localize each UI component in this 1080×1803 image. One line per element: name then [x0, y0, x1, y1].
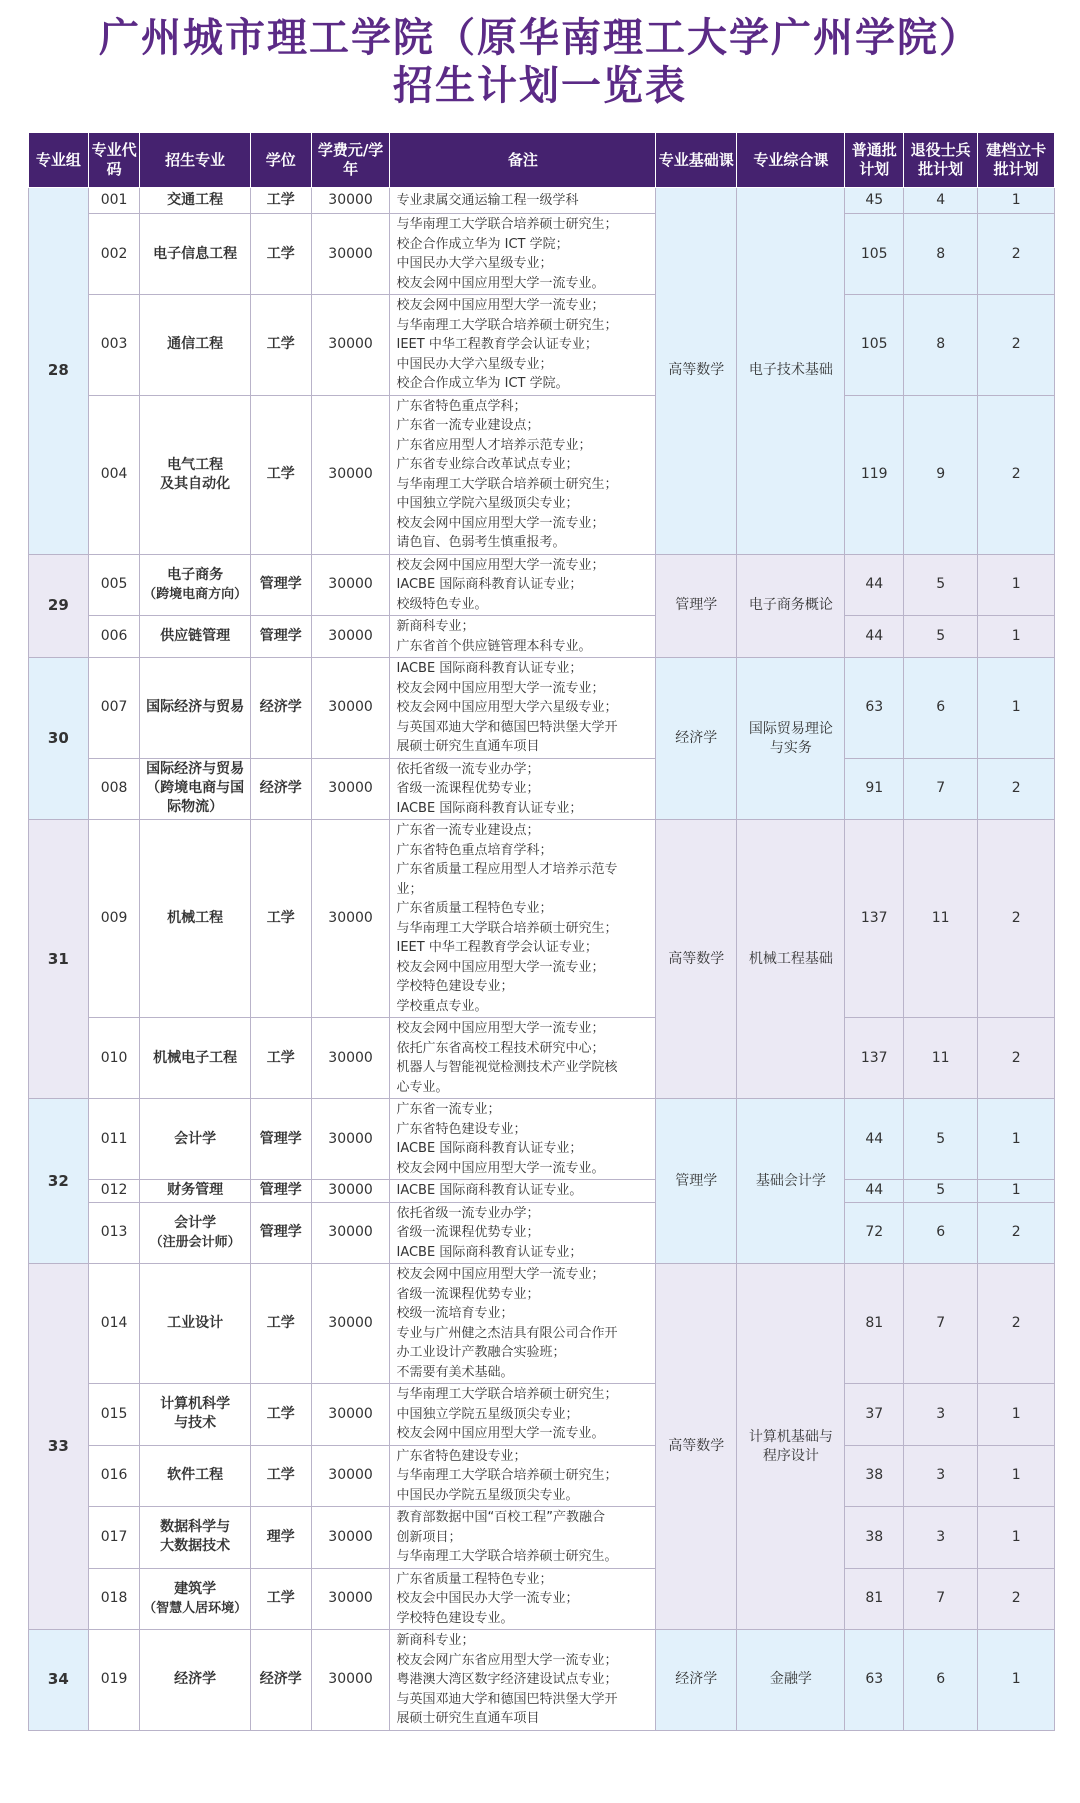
tuition-fee: 30000: [311, 616, 390, 658]
major-name-text: 电子信息工程: [153, 245, 238, 262]
table-row: [29, 554, 1055, 616]
major-note: 广东省特色建设专业； 与华南理工大学联合培养硕士研究生； 中国民办学院五星级顶尖专业。: [390, 1445, 656, 1507]
group-number: 34: [29, 1630, 89, 1731]
table-row: [29, 1384, 1055, 1446]
normal-plan: 37: [845, 1384, 904, 1446]
comp-course: 电子商务概论: [737, 554, 845, 658]
major-name-text: 建筑学: [174, 1580, 217, 1597]
degree: 工学: [250, 1384, 311, 1446]
veteran-plan: 5: [904, 1180, 978, 1203]
degree: 工学: [250, 1264, 311, 1384]
major-code: 013: [88, 1202, 140, 1264]
degree: 理学: [250, 1507, 311, 1569]
veteran-plan: 3: [904, 1445, 978, 1507]
major-name: [140, 1099, 250, 1180]
major-code: 019: [88, 1630, 140, 1731]
header-comp-course: 专业综合课: [737, 133, 845, 188]
header-fee: 学费元/学年: [311, 133, 390, 188]
major-note: 校友会网中国应用型大学一流专业； IACBE 国际商科教育认证专业； 校级特色专业。: [390, 554, 656, 616]
tuition-fee: 30000: [311, 1630, 390, 1731]
major-name: [140, 554, 250, 616]
tuition-fee: 30000: [311, 1507, 390, 1569]
major-name-text: 机械电子工程: [153, 1049, 238, 1066]
poor-plan: 2: [978, 395, 1055, 554]
tuition-fee: 30000: [311, 395, 390, 554]
normal-plan: 81: [845, 1264, 904, 1384]
major-code: 003: [88, 295, 140, 396]
veteran-plan: 6: [904, 1202, 978, 1264]
major-name: [140, 1384, 250, 1446]
tuition-fee: 30000: [311, 554, 390, 616]
major-note: 校友会网中国应用型大学一流专业； 与华南理工大学联合培养硕士研究生； IEET 中华工程教育学会认证专业； 中国民办大学六星级专业； 校企合作成立华为 ICT 学院。: [390, 295, 656, 396]
degree: 管理学: [250, 1180, 311, 1203]
degree: 工学: [250, 214, 311, 295]
major-note: 广东省一流专业； 广东省特色建设专业； IACBE 国际商科教育认证专业； 校友会网中国应用型大学一流专业。: [390, 1099, 656, 1180]
veteran-plan: 9: [904, 395, 978, 554]
degree: 工学: [250, 820, 311, 1018]
poor-plan: 2: [978, 1264, 1055, 1384]
major-code: 006: [88, 616, 140, 658]
major-name: [140, 1568, 250, 1630]
degree: 工学: [250, 1568, 311, 1630]
normal-plan: 38: [845, 1445, 904, 1507]
major-code: 007: [88, 658, 140, 759]
degree: 工学: [250, 1445, 311, 1507]
tuition-fee: 30000: [311, 214, 390, 295]
header-note: 备注: [390, 133, 656, 188]
veteran-plan: 5: [904, 1099, 978, 1180]
major-direction: （注册会计师）: [149, 1234, 241, 1250]
major-code: 002: [88, 214, 140, 295]
veteran-plan: 6: [904, 658, 978, 759]
degree: 工学: [250, 295, 311, 396]
tuition-fee: 30000: [311, 658, 390, 759]
major-code: 017: [88, 1507, 140, 1569]
major-name-text: 交通工程: [167, 192, 224, 208]
poor-plan: 2: [978, 214, 1055, 295]
major-name: [140, 395, 250, 554]
header-group: 专业组: [29, 133, 89, 188]
normal-plan: 44: [845, 1180, 904, 1203]
tuition-fee: 30000: [311, 1202, 390, 1264]
major-code: 015: [88, 1384, 140, 1446]
tuition-fee: 30000: [311, 1099, 390, 1180]
degree: 工学: [250, 1018, 311, 1099]
major-code: 012: [88, 1180, 140, 1203]
normal-plan: 63: [845, 658, 904, 759]
poor-plan: 1: [978, 1384, 1055, 1446]
major-name-text: 工业设计: [167, 1315, 224, 1331]
table-row: [29, 1202, 1055, 1264]
comp-course: 基础会计学: [737, 1099, 845, 1264]
major-name-text: 经济学: [174, 1671, 217, 1688]
poor-plan: 1: [978, 1630, 1055, 1731]
table-row: [29, 395, 1055, 554]
major-name-text: 国际经济与贸易: [146, 699, 245, 716]
poor-plan: 2: [978, 1018, 1055, 1099]
group-number: 29: [29, 554, 89, 658]
degree: 工学: [250, 395, 311, 554]
table-row: [29, 214, 1055, 295]
veteran-plan: 4: [904, 188, 978, 214]
poor-plan: 2: [978, 295, 1055, 396]
poor-plan: 1: [978, 616, 1055, 658]
header-normal-plan: 普通批计划: [845, 133, 904, 188]
veteran-plan: 3: [904, 1507, 978, 1569]
group-number: 33: [29, 1264, 89, 1630]
major-name-text: 会计学: [174, 1214, 217, 1231]
header-base-course: 专业基础课: [656, 133, 737, 188]
table-row: [29, 1568, 1055, 1630]
tuition-fee: 30000: [311, 188, 390, 214]
major-note: 校友会网中国应用型大学一流专业； 依托广东省高校工程技术研究中心； 机器人与智能视觉检测技术产业学院核 心专业。: [390, 1018, 656, 1099]
poor-plan: 2: [978, 1568, 1055, 1630]
normal-plan: 105: [845, 214, 904, 295]
poor-plan: 1: [978, 1445, 1055, 1507]
veteran-plan: 3: [904, 1384, 978, 1446]
group-number: 31: [29, 820, 89, 1099]
normal-plan: 38: [845, 1507, 904, 1569]
poor-plan: 1: [978, 658, 1055, 759]
normal-plan: 119: [845, 395, 904, 554]
tuition-fee: 30000: [311, 758, 390, 820]
degree: 管理学: [250, 616, 311, 658]
major-name-text: 会计学: [174, 1130, 217, 1147]
veteran-plan: 5: [904, 616, 978, 658]
poor-plan: 1: [978, 554, 1055, 616]
major-note: 依托省级一流专业办学； 省级一流课程优势专业； IACBE 国际商科教育认证专业；: [390, 758, 656, 820]
header-major: 招生专业: [140, 133, 250, 188]
major-name-text: 电气工程 及其自动化: [160, 456, 231, 492]
major-name: [140, 295, 250, 396]
major-name: [140, 1202, 250, 1264]
table-row: [29, 1099, 1055, 1180]
major-name: [140, 1180, 250, 1203]
major-name-text: 财务管理: [167, 1182, 224, 1199]
normal-plan: 137: [845, 1018, 904, 1099]
comp-course: 计算机基础与 程序设计: [737, 1264, 845, 1630]
degree: 经济学: [250, 658, 311, 759]
veteran-plan: 7: [904, 758, 978, 820]
poor-plan: 1: [978, 1180, 1055, 1203]
degree: 管理学: [250, 1099, 311, 1180]
major-name-text: 机械工程: [167, 910, 224, 926]
table-row: [29, 1507, 1055, 1569]
veteran-plan: 8: [904, 214, 978, 295]
major-name: [140, 616, 250, 658]
major-code: 004: [88, 395, 140, 554]
major-name: [140, 188, 250, 214]
major-note: 与华南理工大学联合培养硕士研究生； 校企合作成立华为 ICT 学院； 中国民办大学六星级专业； 校友会网中国应用型大学一流专业。: [390, 214, 656, 295]
major-code: 005: [88, 554, 140, 616]
major-code: 010: [88, 1018, 140, 1099]
major-name-text: 国际经济与贸易 （跨境电商与国 际物流）: [146, 761, 245, 816]
major-code: 009: [88, 820, 140, 1018]
major-note: 广东省一流专业建设点； 广东省特色重点培育学科； 广东省质量工程应用型人才培养示范专 业； 广东省质量工程特色专业； 与华南理工大学联合培养硕士研究生； IEET 中华工程教育学会认证专业； 校友会网中国应用型大学一流专业； 学校特色建设专业； 学校重点专业。: [390, 820, 656, 1018]
header-poor-plan: 建档立卡批计划: [978, 133, 1055, 188]
major-code: 016: [88, 1445, 140, 1507]
degree: 管理学: [250, 1202, 311, 1264]
header-code: 专业代码: [88, 133, 140, 188]
page-title: [0, 0, 1080, 110]
major-note: 教育部数据中国“百校工程”产教融合 创新项目； 与华南理工大学联合培养硕士研究生。: [390, 1507, 656, 1569]
major-code: 018: [88, 1568, 140, 1630]
major-note: 新商科专业； 广东省首个供应链管理本科专业。: [390, 616, 656, 658]
base-course: 管理学: [656, 1099, 737, 1264]
title-line-1: 广州城市理工学院（原华南理工大学广州学院）: [99, 15, 981, 61]
major-direction: （智慧人居环境）: [143, 1600, 248, 1616]
major-name: [140, 1445, 250, 1507]
major-name: [140, 1507, 250, 1569]
major-name: [140, 1630, 250, 1731]
normal-plan: 44: [845, 616, 904, 658]
table-row: [29, 1018, 1055, 1099]
major-name: [140, 658, 250, 759]
table-row: [29, 616, 1055, 658]
major-name-text: 数据科学与 大数据技术: [160, 1519, 231, 1555]
base-course: 高等数学: [656, 820, 737, 1099]
degree: 工学: [250, 188, 311, 214]
major-name-text: 供应链管理: [160, 628, 231, 644]
normal-plan: 105: [845, 295, 904, 396]
tuition-fee: 30000: [311, 1264, 390, 1384]
major-note: 广东省特色重点学科； 广东省一流专业建设点； 广东省应用型人才培养示范专业； 广东省专业综合改革试点专业； 与华南理工大学联合培养硕士研究生； 中国独立学院六星级顶尖专业； 校友会网中国应用型大学一流专业； 请色盲、色弱考生慎重报考。: [390, 395, 656, 554]
comp-course: 机械工程基础: [737, 820, 845, 1099]
table-row: [29, 820, 1055, 1018]
major-name-text: 电子商务: [167, 566, 224, 583]
major-note: 专业隶属交通运输工程一级学科: [390, 188, 656, 214]
degree: 经济学: [250, 1630, 311, 1731]
table-row: [29, 1630, 1055, 1731]
veteran-plan: 8: [904, 295, 978, 396]
veteran-plan: 7: [904, 1264, 978, 1384]
table-row: [29, 1445, 1055, 1507]
table-row: [29, 295, 1055, 396]
major-name: [140, 758, 250, 820]
major-code: 011: [88, 1099, 140, 1180]
veteran-plan: 11: [904, 1018, 978, 1099]
base-course: 经济学: [656, 1630, 737, 1731]
major-name: [140, 1018, 250, 1099]
enrollment-table: [28, 132, 1055, 1731]
base-course: 经济学: [656, 658, 737, 820]
major-note: 广东省质量工程特色专业； 校友会中国民办大学一流专业； 学校特色建设专业。: [390, 1568, 656, 1630]
major-name: [140, 214, 250, 295]
normal-plan: 45: [845, 188, 904, 214]
degree: 经济学: [250, 758, 311, 820]
major-direction: （跨境电商方向）: [143, 586, 248, 602]
poor-plan: 1: [978, 1099, 1055, 1180]
comp-course: 电子技术基础: [737, 188, 845, 555]
base-course: 高等数学: [656, 1264, 737, 1630]
major-note: 与华南理工大学联合培养硕士研究生； 中国独立学院五星级顶尖专业； 校友会网中国应用型大学一流专业。: [390, 1384, 656, 1446]
normal-plan: 91: [845, 758, 904, 820]
major-note: 新商科专业； 校友会网广东省应用型大学一流专业； 粤港澳大湾区数字经济建设试点专业； 与英国邓迪大学和德国巴特洪堡大学开 展硕士研究生直通车项目: [390, 1630, 656, 1731]
normal-plan: 44: [845, 554, 904, 616]
poor-plan: 2: [978, 1202, 1055, 1264]
group-number: 28: [29, 188, 89, 555]
base-course: 管理学: [656, 554, 737, 658]
comp-course: 金融学: [737, 1630, 845, 1731]
major-name-text: 软件工程: [167, 1467, 224, 1484]
tuition-fee: 30000: [311, 820, 390, 1018]
degree: 管理学: [250, 554, 311, 616]
major-code: 001: [88, 188, 140, 214]
table-row: [29, 758, 1055, 820]
veteran-plan: 6: [904, 1630, 978, 1731]
tuition-fee: 30000: [311, 1568, 390, 1630]
poor-plan: 1: [978, 1507, 1055, 1569]
normal-plan: 72: [845, 1202, 904, 1264]
poor-plan: 1: [978, 188, 1055, 214]
tuition-fee: 30000: [311, 295, 390, 396]
normal-plan: 44: [845, 1099, 904, 1180]
title-line-2: 招生计划一览表: [393, 63, 687, 109]
major-note: 依托省级一流专业办学； 省级一流课程优势专业； IACBE 国际商科教育认证专业；: [390, 1202, 656, 1264]
header-degree: 学位: [250, 133, 311, 188]
veteran-plan: 7: [904, 1568, 978, 1630]
veteran-plan: 5: [904, 554, 978, 616]
tuition-fee: 30000: [311, 1018, 390, 1099]
major-note: IACBE 国际商科教育认证专业。: [390, 1180, 656, 1203]
table-row: [29, 188, 1055, 214]
comp-course: 国际贸易理论 与实务: [737, 658, 845, 820]
normal-plan: 137: [845, 820, 904, 1018]
poor-plan: 2: [978, 758, 1055, 820]
major-code: 008: [88, 758, 140, 820]
veteran-plan: 11: [904, 820, 978, 1018]
header-veteran-plan: 退役士兵批计划: [904, 133, 978, 188]
major-note: IACBE 国际商科教育认证专业； 校友会网中国应用型大学一流专业； 校友会网中国应用型大学六星级专业； 与英国邓迪大学和德国巴特洪堡大学开 展硕士研究生直通车项目: [390, 658, 656, 759]
major-name: [140, 1264, 250, 1384]
table-header-row: [29, 133, 1055, 188]
poor-plan: 2: [978, 820, 1055, 1018]
table-row: [29, 658, 1055, 759]
major-name: [140, 820, 250, 1018]
major-name-text: 计算机科学 与技术: [160, 1396, 231, 1432]
tuition-fee: 30000: [311, 1445, 390, 1507]
table-row: [29, 1180, 1055, 1203]
major-name-text: 通信工程: [167, 336, 224, 353]
major-note: 校友会网中国应用型大学一流专业； 省级一流课程优势专业； 校级一流培育专业； 专业与广州健之杰洁具有限公司合作开 办工业设计产教融合实验班； 不需要有美术基础。: [390, 1264, 656, 1384]
tuition-fee: 30000: [311, 1180, 390, 1203]
normal-plan: 63: [845, 1630, 904, 1731]
base-course: 高等数学: [656, 188, 737, 555]
group-number: 32: [29, 1099, 89, 1264]
table-row: [29, 1264, 1055, 1384]
normal-plan: 81: [845, 1568, 904, 1630]
tuition-fee: 30000: [311, 1384, 390, 1446]
major-code: 014: [88, 1264, 140, 1384]
group-number: 30: [29, 658, 89, 820]
